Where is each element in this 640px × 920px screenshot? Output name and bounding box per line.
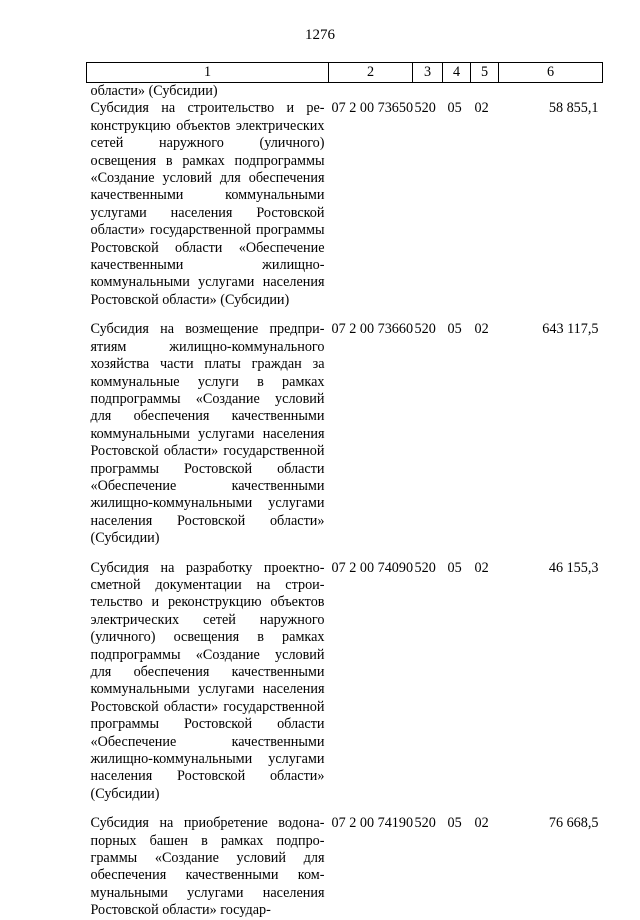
- row-code: 07 2 00 73660: [331, 321, 414, 338]
- header-col-5: 5: [471, 63, 499, 83]
- row-col-5: 02: [474, 100, 489, 117]
- row-col-3: 520: [414, 559, 436, 576]
- row-description: Субсидия на разработку проектно-сметной документации на строительство и реконструкцию объектов электрических сетей наружного (уличного) освещения в рамках подпрограммы «Создание условий для обеспечения качественными коммунальными услугами населения Ростовской области» государственной программы Ростовской области «Обеспечение качественными жилищно-коммунальными услугами населения Ростовской области» (Субсидии): [90, 559, 325, 802]
- row-amount: 46 155,3: [548, 559, 599, 576]
- row-col-4: 05: [447, 100, 462, 117]
- header-col-1: 1: [87, 63, 329, 83]
- table-row: [87, 803, 603, 919]
- row-col-3: 520: [414, 815, 436, 832]
- header-col-4: 4: [443, 63, 471, 83]
- header-row: [87, 63, 603, 83]
- table-header: [87, 63, 603, 83]
- row-col-4: 05: [447, 321, 462, 338]
- row-col-3: 520: [414, 321, 436, 338]
- row-description: Субсидия на строительство и реконструкцию объектов электрических сетей наружного (уличного) освещения в рамках подпрограммы «Создание условий для обеспечения качественными коммунальными услугами населения Ростовской области» государственной программы Ростовской области «Обеспечение качественными жилищно-коммунальными услугами населения Ростовской области» (Субсидии): [90, 100, 325, 308]
- row-code: 07 2 00 74190: [331, 815, 414, 832]
- table-body: [87, 83, 603, 920]
- page-number: 1276: [305, 27, 335, 43]
- table-row: [87, 548, 603, 804]
- header-col-3: 3: [413, 63, 443, 83]
- header-col-2: 2: [329, 63, 413, 83]
- row-col-5: 02: [474, 815, 489, 832]
- row-description: Субсидия на приобретение водонапорных башен в рамках подпрограммы «Создание условий для обеспечения качественными коммунальными услугами населения Ростовской области» государ-: [90, 815, 325, 919]
- row-amount: 643 117,5: [542, 321, 599, 338]
- row-amount: 76 668,5: [548, 815, 599, 832]
- row-code: 07 2 00 73650: [331, 100, 414, 117]
- row-amount: 58 855,1: [548, 100, 599, 117]
- budget-table: [86, 62, 603, 920]
- row-col-3: 520: [414, 100, 436, 117]
- row-col-5: 02: [474, 321, 489, 338]
- table-row: [87, 100, 603, 309]
- row-code: 07 2 00 74090: [331, 559, 414, 576]
- row-col-4: 05: [447, 559, 462, 576]
- table-row-continuation: [87, 83, 603, 101]
- row-col-5: 02: [474, 559, 489, 576]
- header-col-6: 6: [499, 63, 603, 83]
- table-row: [87, 309, 603, 547]
- row-description: Субсидия на возмещение предприятиям жилищно-коммунального хозяйства части платы граждан за коммунальные услуги в рамках подпрограммы «Создание условий для обеспечения качественными коммунальными услугами населения Ростовской области» государственной программы Ростовской области «Обеспечение качественными жилищно-коммунальными услугами населения Ростовской области» (Субсидии): [90, 321, 325, 547]
- row-col-4: 05: [447, 815, 462, 832]
- continuation-text: области» (Субсидии): [90, 83, 218, 99]
